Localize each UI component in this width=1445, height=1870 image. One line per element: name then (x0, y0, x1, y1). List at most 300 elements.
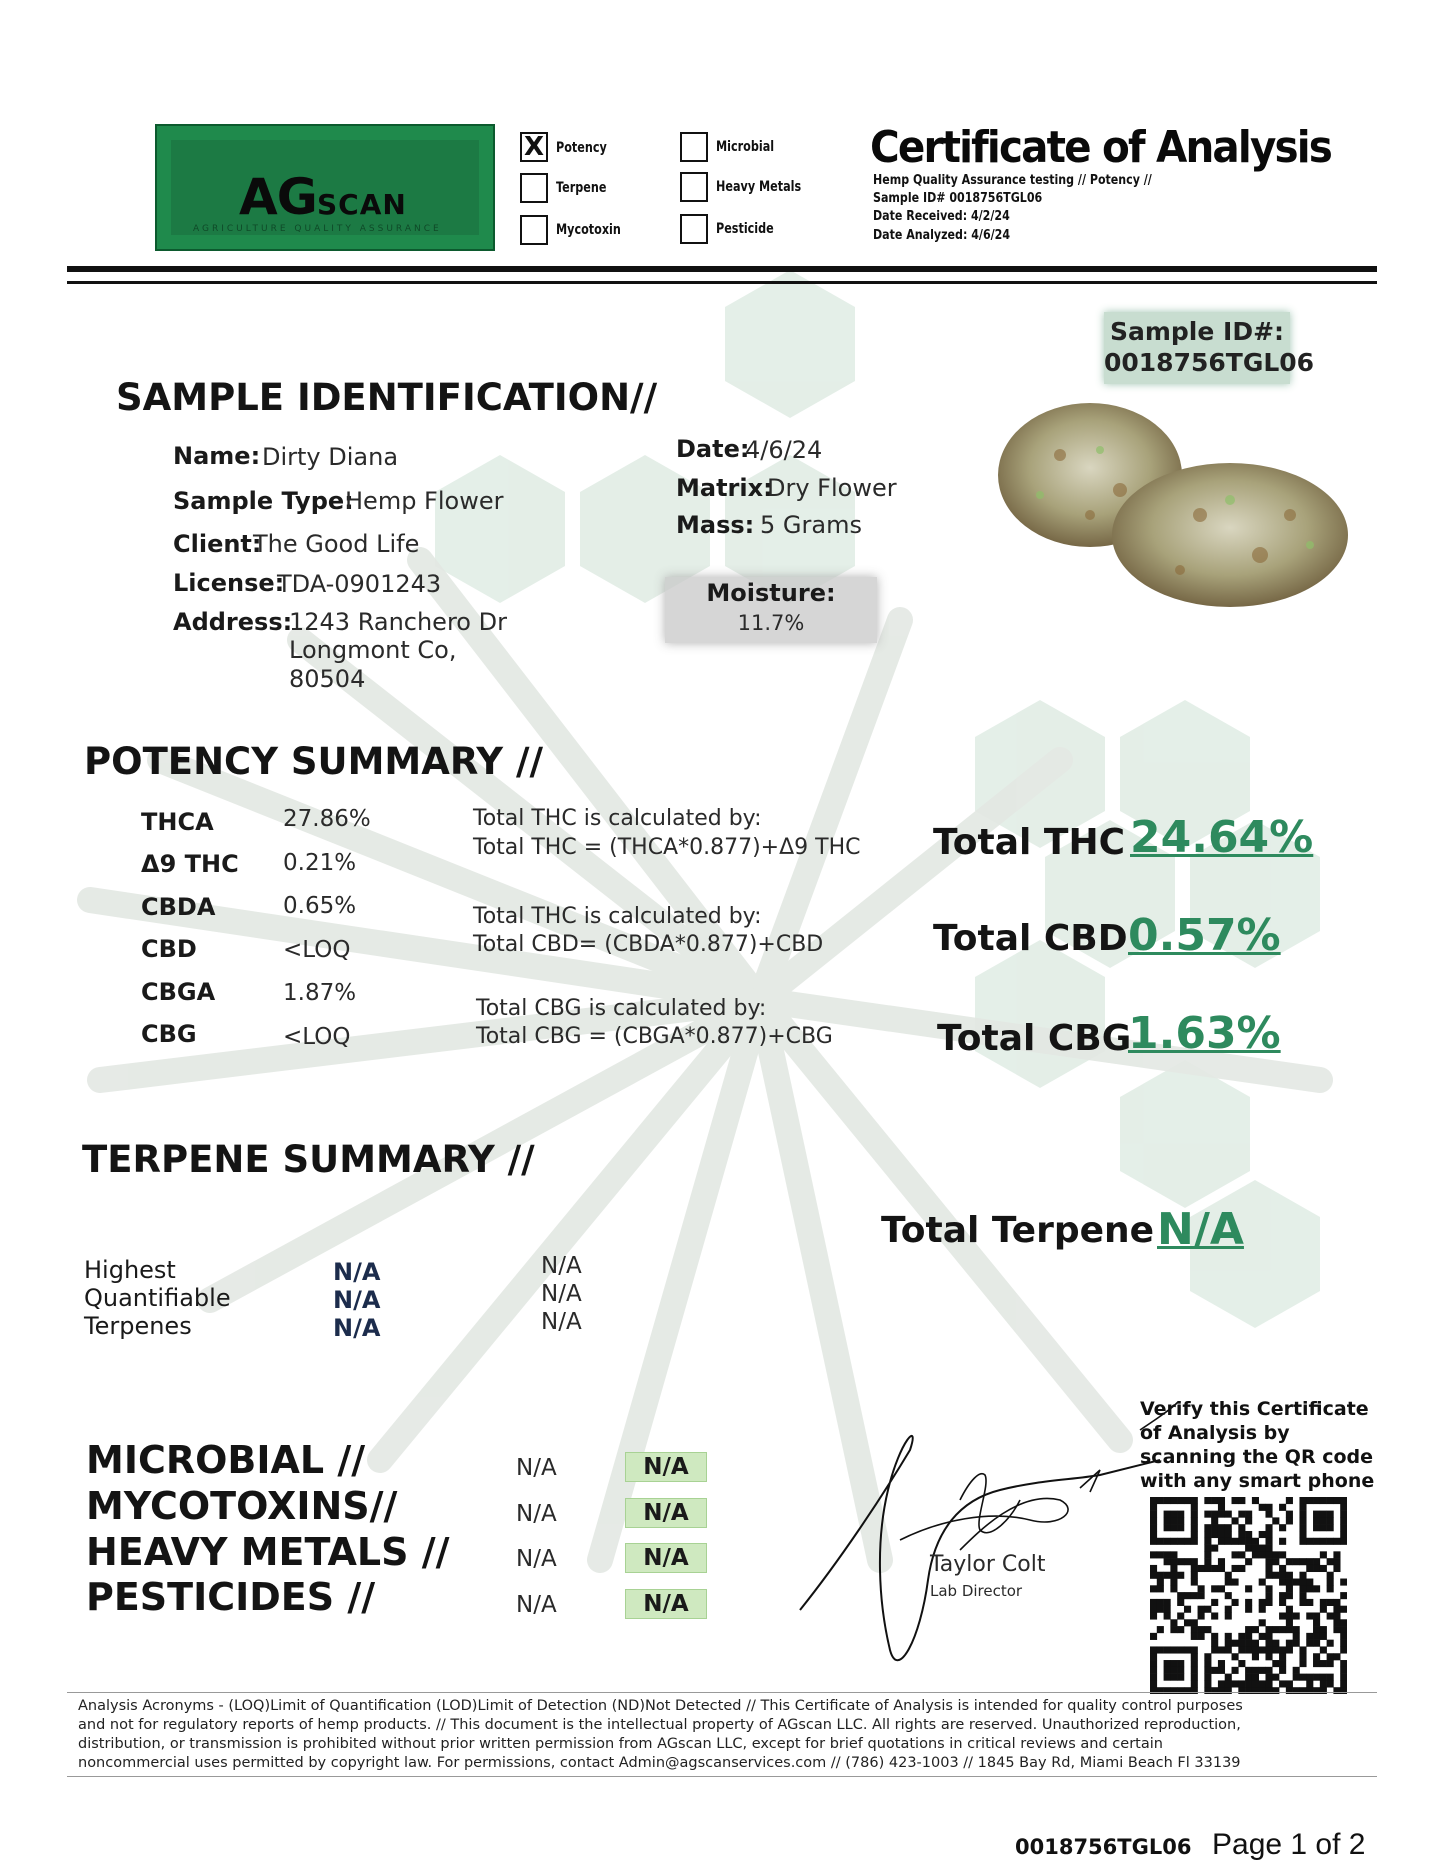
qr-module (1157, 1626, 1164, 1633)
qr-module (1333, 1606, 1340, 1613)
qr-module (1265, 1565, 1272, 1572)
qr-module (1259, 1619, 1266, 1626)
total-cbd-label: Total CBD (933, 918, 1128, 959)
qr-module (1232, 1565, 1239, 1572)
qr-module (1252, 1551, 1259, 1558)
qr-module (1340, 1497, 1347, 1504)
qr-module (1184, 1606, 1191, 1613)
verify-line: with any smart phone (1140, 1470, 1375, 1492)
qr-module (1252, 1545, 1259, 1552)
qr-module (1340, 1680, 1347, 1687)
analyte-value: <LOQ (283, 1024, 351, 1050)
checkbox-label-potency: Potency (556, 140, 607, 156)
qr-module (1286, 1572, 1293, 1579)
analyte-name: CBD (141, 935, 197, 963)
page-number: Page 1 of 2 (1212, 1828, 1366, 1861)
check-mark: X (523, 132, 545, 162)
qr-module (1313, 1511, 1320, 1518)
qr-module (1170, 1565, 1177, 1572)
qr-module (1232, 1653, 1239, 1660)
header-rule-thick (67, 266, 1377, 272)
qr-module (1191, 1592, 1198, 1599)
qr-module (1157, 1599, 1164, 1606)
qr-module (1272, 1660, 1279, 1667)
qr-module (1265, 1653, 1272, 1660)
qr-module (1232, 1517, 1239, 1524)
qr-module (1333, 1653, 1340, 1660)
total-terpene-label: Total Terpene (881, 1210, 1155, 1251)
qr-module (1320, 1599, 1327, 1606)
checkbox-terpene[interactable] (520, 173, 548, 203)
qr-module (1245, 1538, 1252, 1545)
qr-module (1191, 1653, 1198, 1660)
qr-module (1170, 1585, 1177, 1592)
qr-module (1299, 1585, 1306, 1592)
qr-module (1238, 1551, 1245, 1558)
qr-module (1164, 1558, 1171, 1565)
coa-sample-id: Sample ID# 0018756TGL06 (873, 191, 1043, 206)
footer-line: noncommercial uses permitted by copyright law. For permissions, contact Admin@agscanservices.com // (786) 423-1003 // 1845 Bay Rd, Miami Beach Fl 33139 (78, 1755, 1241, 1771)
qr-module (1184, 1646, 1191, 1653)
qr-module (1211, 1612, 1218, 1619)
qr-module (1170, 1517, 1177, 1524)
qr-module (1150, 1572, 1157, 1579)
qr-module (1286, 1558, 1293, 1565)
qr-module (1177, 1599, 1184, 1606)
checkbox-mycotoxin[interactable] (520, 215, 548, 245)
analyte-value: 27.86% (283, 806, 371, 832)
qr-module (1164, 1612, 1171, 1619)
qr-module (1245, 1606, 1252, 1613)
qr-module (1340, 1579, 1347, 1586)
qr-module (1157, 1551, 1164, 1558)
qr-module (1306, 1680, 1313, 1687)
qr-module (1327, 1579, 1334, 1586)
qr-module (1170, 1538, 1177, 1545)
qr-module (1286, 1517, 1293, 1524)
qr-module (1299, 1558, 1306, 1565)
qr-module (1232, 1640, 1239, 1647)
qr-module (1245, 1640, 1252, 1647)
qr-module (1279, 1579, 1286, 1586)
total-cbg-value: 1.63% (1128, 1008, 1281, 1059)
qr-module (1150, 1504, 1157, 1511)
qr-module (1204, 1674, 1211, 1681)
qr-module (1164, 1674, 1171, 1681)
qr-module (1286, 1640, 1293, 1647)
qr-module (1150, 1538, 1157, 1545)
footer-line: Analysis Acronyms - (LOQ)Limit of Quantification (LOD)Limit of Detection (ND)Not Detected // This Certificate of Analysis is intended for quality control purposes (78, 1698, 1243, 1714)
qr-module (1177, 1660, 1184, 1667)
qr-module (1184, 1558, 1191, 1565)
qr-module (1164, 1667, 1171, 1674)
qr-module (1333, 1626, 1340, 1633)
qr-module (1211, 1524, 1218, 1531)
qr-module (1272, 1551, 1279, 1558)
qr-module (1313, 1626, 1320, 1633)
qr-module (1198, 1633, 1205, 1640)
qr-module (1157, 1497, 1164, 1504)
checkbox-microbial[interactable] (680, 132, 708, 162)
qr-module (1265, 1599, 1272, 1606)
qr-module (1164, 1538, 1171, 1545)
qr-module (1286, 1606, 1293, 1613)
mass-value: 5 Grams (760, 511, 862, 539)
terpene-value: N/A (333, 1314, 381, 1342)
qr-module (1299, 1538, 1306, 1545)
qr-module (1150, 1667, 1157, 1674)
qr-module (1320, 1517, 1327, 1524)
qr-module (1157, 1585, 1164, 1592)
qr-module (1238, 1538, 1245, 1545)
terpene-label-line-3: Terpenes (84, 1312, 192, 1340)
heavy-metals-heading: HEAVY METALS // (86, 1530, 450, 1574)
qr-module (1313, 1633, 1320, 1640)
qr-module (1279, 1504, 1286, 1511)
qr-module (1170, 1579, 1177, 1586)
qr-module (1164, 1517, 1171, 1524)
qr-module (1327, 1558, 1334, 1565)
address-label: Address: (173, 608, 293, 636)
footer-line: distribution, or transmission is prohibited without prior written permission from AGscan LLC, except for brief quotations in critical reviews and certain (78, 1736, 1163, 1752)
qr-module (1204, 1511, 1211, 1518)
qr-module (1170, 1497, 1177, 1504)
qr-module (1327, 1640, 1334, 1647)
qr-module (1265, 1524, 1272, 1531)
qr-module (1279, 1565, 1286, 1572)
qr-module (1170, 1646, 1177, 1653)
qr-module (1245, 1626, 1252, 1633)
qr-module (1232, 1599, 1239, 1606)
checkbox-label-terpene: Terpene (556, 180, 607, 196)
analyte-name: THCA (141, 808, 214, 836)
qr-module (1279, 1653, 1286, 1660)
qr-module (1218, 1667, 1225, 1674)
qr-module (1306, 1674, 1313, 1681)
qr-module (1245, 1511, 1252, 1518)
qr-module (1245, 1517, 1252, 1524)
qr-module (1164, 1511, 1171, 1518)
qr-module (1164, 1524, 1171, 1531)
qr-module (1265, 1551, 1272, 1558)
client-value: The Good Life (253, 530, 420, 558)
qr-module (1293, 1667, 1300, 1674)
qr-module (1238, 1497, 1245, 1504)
qr-module (1150, 1646, 1157, 1653)
qr-module (1238, 1660, 1245, 1667)
qr-module (1191, 1497, 1198, 1504)
qr-module (1245, 1646, 1252, 1653)
qr-module (1150, 1531, 1157, 1538)
qr-module (1313, 1497, 1320, 1504)
qr-code[interactable] (1150, 1497, 1347, 1694)
qr-module (1279, 1599, 1286, 1606)
qr-module (1279, 1538, 1286, 1545)
qr-module (1272, 1572, 1279, 1579)
qr-module (1327, 1660, 1334, 1667)
qr-module (1327, 1497, 1334, 1504)
calc-thc-formula: Total THC = (THCA*0.877)+Δ9 THC (473, 835, 861, 860)
qr-module (1259, 1633, 1266, 1640)
qr-module (1320, 1633, 1327, 1640)
terpene-value: N/A (333, 1258, 381, 1286)
checkbox-heavy-metals[interactable] (680, 172, 708, 202)
qr-module (1320, 1646, 1327, 1653)
qr-module (1238, 1633, 1245, 1640)
microbial-value: N/A (516, 1455, 557, 1481)
checkbox-pesticide[interactable] (680, 214, 708, 244)
qr-module (1204, 1497, 1211, 1504)
qr-module (1184, 1538, 1191, 1545)
qr-module (1238, 1524, 1245, 1531)
qr-module (1286, 1497, 1293, 1504)
qr-module (1259, 1579, 1266, 1586)
qr-module (1164, 1497, 1171, 1504)
client-label: Client: (173, 530, 262, 558)
total-thc-value: 24.64% (1130, 812, 1314, 863)
license-value: TDA-0901243 (277, 570, 442, 598)
qr-module (1218, 1585, 1225, 1592)
qr-module (1218, 1511, 1225, 1518)
qr-module (1184, 1619, 1191, 1626)
qr-module (1191, 1619, 1198, 1626)
terpene-amount: N/A (541, 1281, 582, 1307)
qr-module (1313, 1585, 1320, 1592)
certificate-title: Certificate of Analysis (870, 122, 1332, 173)
qr-module (1299, 1599, 1306, 1606)
qr-module (1191, 1626, 1198, 1633)
terpene-amount: N/A (541, 1253, 582, 1279)
qr-module (1218, 1538, 1225, 1545)
qr-module (1299, 1592, 1306, 1599)
qr-module (1265, 1572, 1272, 1579)
qr-module (1279, 1524, 1286, 1531)
address-line-2: Longmont Co, (289, 636, 457, 664)
address-line-1: 1243 Ranchero Dr (289, 608, 507, 636)
qr-module (1245, 1633, 1252, 1640)
qr-module (1333, 1551, 1340, 1558)
qr-module (1184, 1497, 1191, 1504)
qr-module (1265, 1646, 1272, 1653)
qr-module (1306, 1579, 1313, 1586)
analyte-name: CBGA (141, 978, 216, 1006)
qr-module (1333, 1619, 1340, 1626)
qr-module (1211, 1565, 1218, 1572)
qr-module (1293, 1640, 1300, 1647)
qr-module (1340, 1667, 1347, 1674)
qr-module (1252, 1653, 1259, 1660)
total-cbg-label: Total CBG (937, 1018, 1132, 1059)
qr-module (1265, 1511, 1272, 1518)
terpene-label-line-2: Quantifiable (84, 1284, 231, 1312)
qr-module (1225, 1538, 1232, 1545)
qr-module (1299, 1524, 1306, 1531)
coa-date-received: Date Received: 4/2/24 (873, 209, 1010, 224)
qr-module (1204, 1524, 1211, 1531)
hemp-flower-photo (980, 395, 1360, 615)
signer-name: Taylor Colt (930, 1552, 1046, 1577)
mycotoxins-value: N/A (516, 1501, 557, 1527)
qr-module (1218, 1660, 1225, 1667)
qr-module (1286, 1612, 1293, 1619)
qr-module (1279, 1626, 1286, 1633)
qr-module (1198, 1585, 1205, 1592)
qr-module (1211, 1640, 1218, 1647)
qr-module (1232, 1667, 1239, 1674)
qr-module (1265, 1626, 1272, 1633)
qr-module (1299, 1579, 1306, 1586)
qr-module (1299, 1504, 1306, 1511)
qr-module (1170, 1626, 1177, 1633)
terpene-amount: N/A (541, 1309, 582, 1335)
calc-cbd-title: Total THC is calculated by: (473, 904, 762, 929)
qr-module (1177, 1524, 1184, 1531)
qr-module (1225, 1606, 1232, 1613)
sample-id-value: 0018756TGL06 (1104, 348, 1315, 377)
qr-module (1218, 1497, 1225, 1504)
qr-module (1225, 1531, 1232, 1538)
verify-line: of Analysis by (1140, 1422, 1290, 1444)
qr-module (1265, 1640, 1272, 1647)
qr-module (1204, 1653, 1211, 1660)
qr-module (1327, 1599, 1334, 1606)
pesticides-result-badge: N/A (625, 1589, 707, 1619)
qr-module (1225, 1612, 1232, 1619)
sample-id-box (1104, 312, 1315, 384)
logo-panel (171, 140, 479, 235)
qr-module (1225, 1680, 1232, 1687)
qr-module (1191, 1538, 1198, 1545)
qr-module (1150, 1511, 1157, 1518)
qr-module (1320, 1606, 1327, 1613)
qr-module (1225, 1572, 1232, 1579)
calc-cbd-formula: Total CBD= (CBDA*0.877)+CBD (473, 932, 824, 957)
qr-module (1340, 1633, 1347, 1640)
qr-module (1252, 1626, 1259, 1633)
qr-module (1191, 1565, 1198, 1572)
analyte-name: Δ9 THC (141, 850, 239, 878)
qr-module (1177, 1572, 1184, 1579)
qr-module (1245, 1599, 1252, 1606)
qr-module (1265, 1538, 1272, 1545)
qr-module (1245, 1545, 1252, 1552)
qr-module (1286, 1626, 1293, 1633)
qr-module (1252, 1674, 1259, 1681)
qr-module (1299, 1497, 1306, 1504)
verify-line: Verify this Certificate (1140, 1398, 1369, 1420)
qr-module (1340, 1640, 1347, 1647)
qr-module (1313, 1653, 1320, 1660)
qr-module (1150, 1612, 1157, 1619)
footer-rule-top (67, 1692, 1377, 1693)
heavy-metals-value: N/A (516, 1546, 557, 1572)
qr-module (1259, 1545, 1266, 1552)
microbial-heading: MICROBIAL // (86, 1438, 366, 1482)
qr-module (1177, 1626, 1184, 1633)
qr-module (1170, 1524, 1177, 1531)
signature-image (760, 1380, 1180, 1680)
qr-module (1333, 1497, 1340, 1504)
qr-module (1170, 1572, 1177, 1579)
qr-module (1320, 1524, 1327, 1531)
qr-module (1313, 1538, 1320, 1545)
qr-module (1150, 1524, 1157, 1531)
qr-module (1279, 1667, 1286, 1674)
qr-module (1245, 1585, 1252, 1592)
qr-module (1293, 1633, 1300, 1640)
qr-module (1340, 1619, 1347, 1626)
moisture-value: 11.7% (737, 611, 805, 635)
qr-module (1320, 1511, 1327, 1518)
qr-module (1191, 1558, 1198, 1565)
qr-module (1252, 1538, 1259, 1545)
qr-module (1218, 1680, 1225, 1687)
qr-module (1218, 1504, 1225, 1511)
qr-module (1340, 1674, 1347, 1681)
qr-module (1157, 1538, 1164, 1545)
qr-module (1286, 1646, 1293, 1653)
checkbox-label-pesticide: Pesticide (716, 221, 774, 237)
qr-module (1299, 1517, 1306, 1524)
name-label: Name: (173, 442, 261, 470)
qr-module (1327, 1572, 1334, 1579)
qr-module (1211, 1517, 1218, 1524)
qr-module (1293, 1626, 1300, 1633)
qr-module (1327, 1524, 1334, 1531)
qr-module (1327, 1538, 1334, 1545)
qr-module (1333, 1538, 1340, 1545)
qr-module (1279, 1551, 1286, 1558)
qr-module (1211, 1531, 1218, 1538)
qr-module (1191, 1579, 1198, 1586)
heavy-metals-result-badge: N/A (625, 1543, 707, 1573)
date-value: 4/6/24 (745, 436, 823, 464)
qr-module (1170, 1660, 1177, 1667)
qr-module (1211, 1511, 1218, 1518)
qr-module (1191, 1660, 1198, 1667)
qr-module (1232, 1680, 1239, 1687)
sample-type-value: Hemp Flower (345, 487, 504, 515)
checkbox-potency[interactable] (520, 132, 548, 162)
qr-module (1340, 1660, 1347, 1667)
qr-module (1333, 1558, 1340, 1565)
qr-module (1286, 1579, 1293, 1586)
qr-module (1204, 1531, 1211, 1538)
qr-module (1272, 1517, 1279, 1524)
qr-module (1313, 1640, 1320, 1647)
qr-module (1259, 1646, 1266, 1653)
logo-sub-text: SCAN (317, 188, 407, 221)
matrix-value: Dry Flower (767, 474, 897, 502)
qr-module (1286, 1592, 1293, 1599)
qr-module (1232, 1538, 1239, 1545)
qr-module (1306, 1599, 1313, 1606)
qr-module (1293, 1612, 1300, 1619)
qr-module (1245, 1531, 1252, 1538)
total-terpene-value: N/A (1157, 1204, 1244, 1255)
qr-module (1313, 1517, 1320, 1524)
header-rule-thin (67, 281, 1377, 284)
qr-module (1198, 1606, 1205, 1613)
qr-module (1306, 1558, 1313, 1565)
pesticides-heading: PESTICIDES // (86, 1575, 376, 1619)
qr-module (1340, 1538, 1347, 1545)
qr-module (1320, 1680, 1327, 1687)
qr-module (1259, 1531, 1266, 1538)
qr-module (1157, 1646, 1164, 1653)
qr-module (1177, 1517, 1184, 1524)
sample-identification-heading: SAMPLE IDENTIFICATION// (116, 376, 658, 419)
